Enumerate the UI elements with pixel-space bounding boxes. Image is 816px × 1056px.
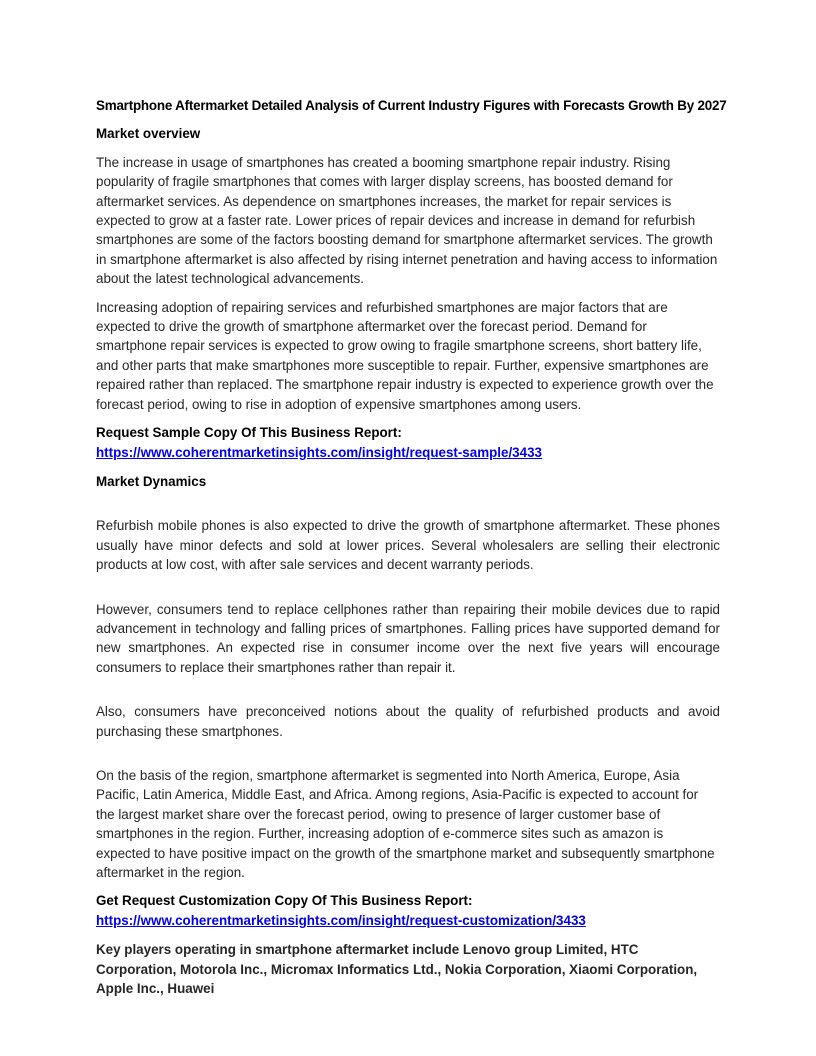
document-page bbox=[96, 96, 727, 998]
dynamics-paragraph-1: Refurbish mobile phones is also expected to drive the growth of smartphone aftermarket. These phones usually have minor defects and sold at lower prices. Several wholesalers are selling their electronic products at low cost, with after sale services and decent warranty periods. bbox=[96, 518, 720, 573]
document-title: Smartphone Aftermarket Detailed Analysis of Current Industry Figures with Forecasts Growth By 2027 bbox=[96, 98, 727, 113]
sample-request-label: Request Sample Copy Of This Business Report: bbox=[96, 425, 402, 441]
region-paragraph: On the basis of the region, smartphone aftermarket is segmented into North America, Europe, Asia Pacific, Latin America, Middle East, and Africa. Among regions, Asia-Pacific is expected to account for the largest market share over the forecast period, owing to presence of larger customer base of smartphones in the region. Further, increasing adoption of e-commerce sites such as amazon is expected to have positive impact on the growth of the smartphone market and subsequently smartphone aftermarket in the region. bbox=[96, 767, 715, 880]
key-players-paragraph: Key players operating in smartphone aftermarket include Lenovo group Limited, HTC Corporation, Motorola Inc., Micromax Informatics Ltd., Nokia Corporation, Xiaomi Corporation, Apple Inc., Huawei bbox=[96, 942, 698, 997]
spacer bbox=[96, 686, 720, 702]
sample-request-link[interactable]: https://www.coherentmarketinsights.com/insight/request-sample/3433 bbox=[96, 444, 542, 460]
dynamics-paragraph-3: Also, consumers have preconceived notions about the quality of refurbished products and avoid purchasing these smartphones. bbox=[96, 704, 720, 739]
overview-paragraph-1: The increase in usage of smartphones has created a booming smartphone repair industry. Rising popularity of fragile smartphones that comes with larger display screens, has boosted demand for aftermarket services. As dependence on smartphones increases, the market for repair services is expected to grow at a faster rate. Lower prices of repair devices and increase in demand for refurbish smartphones are some of the factors boosting demand for smartphone aftermarket services. The growth in smartphone aftermarket is also affected by rising internet penetration and having access to information about the latest technological advancements. bbox=[96, 154, 718, 287]
spacer bbox=[96, 500, 720, 516]
sample-request-block bbox=[96, 423, 720, 462]
dynamics-paragraph-2: However, consumers tend to replace cellphones rather than repairing their mobile devices due to rapid advancement in technology and falling prices of smartphones. Falling prices have supported demand for new smartphones. An expected rise in consumer income over the next five years will encourage consumers to replace their smartphones rather than repair it. bbox=[96, 601, 720, 675]
overview-paragraph-2: Increasing adoption of repairing services and refurbished smartphones are major factors that are expected to drive the growth of smartphone aftermarket over the forecast period. Demand for smartphone repair services is expected to grow owing to fragile smartphone screens, short battery life, and other parts that make smartphones more susceptible to repair. Further, expensive smartphones are repaired rather than replaced. The smartphone repair industry is expected to experience growth over the forecast period, owing to rise in adoption of expensive smartphones among users. bbox=[96, 299, 714, 412]
market-overview-heading: Market overview bbox=[96, 126, 201, 142]
spacer bbox=[96, 584, 720, 600]
customization-request-link[interactable]: https://www.coherentmarketinsights.com/insight/request-customization/3433 bbox=[96, 912, 586, 928]
customization-request-label: Get Request Customization Copy Of This Business Report: bbox=[96, 893, 473, 909]
spacer bbox=[96, 750, 720, 766]
market-dynamics-heading: Market Dynamics bbox=[96, 473, 207, 489]
customization-request-block bbox=[96, 891, 720, 930]
